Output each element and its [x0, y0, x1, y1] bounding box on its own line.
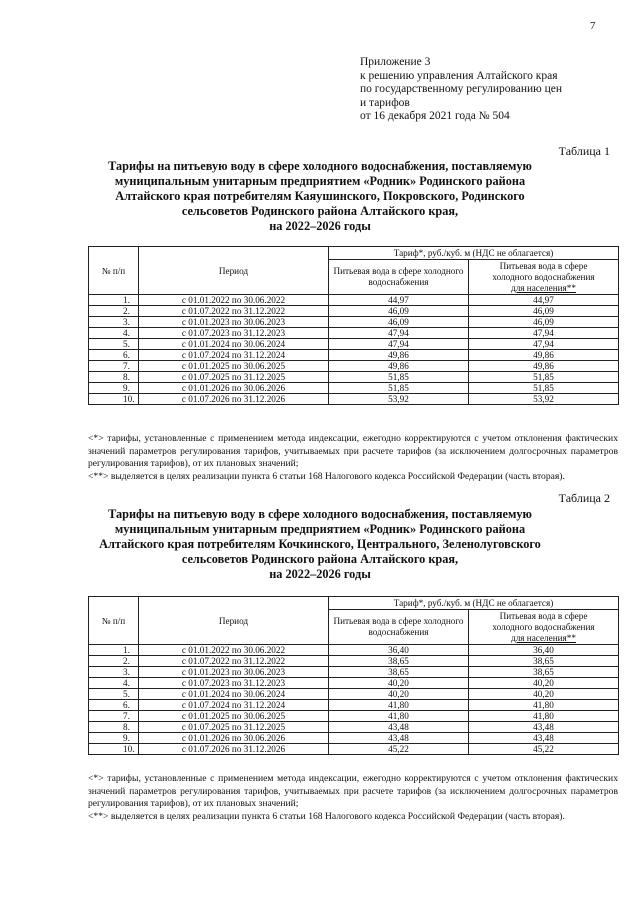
header-tariff: Тариф*, руб./куб. м (НДС не облагается)	[329, 247, 619, 260]
table-1-title	[60, 159, 580, 234]
header-col-b-line: Питьевая вода в сфере	[499, 610, 588, 621]
appendix-line: и тарифов	[360, 96, 410, 109]
title-line: на 2022–2026 годы	[269, 567, 371, 581]
row-value-b: 43,48	[469, 733, 619, 744]
row-value-b: 40,20	[469, 689, 619, 700]
row-value-b: 44,97	[469, 295, 619, 306]
table-row	[89, 678, 619, 689]
title-line: Тарифы на питьевую воду в сфере холодного водоснабжения, поставляемую	[108, 159, 532, 173]
row-value-b: 41,80	[469, 711, 619, 722]
header-period: Период	[139, 247, 329, 295]
row-period: с 01.01.2023 по 30.06.2023	[139, 317, 329, 328]
row-period: с 01.01.2023 по 30.06.2023	[139, 667, 329, 678]
row-period: с 01.07.2026 по 31.12.2026	[139, 394, 329, 405]
footnote-1: <*> тарифы, установленные с применением метода индексации, ежегодно корректируются с учетом отклонения фактических значений параметров регулирования тарифов, учитываемых при расчете тарифов (за исключением долгосрочных параметров регулирования тарифов), от их плановых значений;	[88, 773, 618, 809]
table-2-title	[60, 507, 580, 582]
header-col-b-line: для населения**	[511, 282, 576, 293]
table-row	[89, 328, 619, 339]
table-1-label: Таблица 1	[558, 144, 610, 158]
row-num: 9.	[89, 383, 139, 394]
row-period: с 01.01.2025 по 30.06.2025	[139, 361, 329, 372]
row-value-b: 41,80	[469, 700, 619, 711]
header-col-b-line: холодного водоснабжения	[492, 621, 595, 632]
table-row	[89, 722, 619, 733]
row-num: 8.	[89, 722, 139, 733]
appendix-block	[360, 56, 620, 124]
title-line: муниципальным унитарным предприятием «Родник» Родинского района	[114, 522, 526, 536]
table-row	[89, 689, 619, 700]
row-period: с 01.07.2026 по 31.12.2026	[139, 744, 329, 755]
row-value-a: 53,92	[329, 394, 469, 405]
row-value-b: 51,85	[469, 383, 619, 394]
row-value-b: 36,40	[469, 645, 619, 656]
row-period: с 01.07.2022 по 31.12.2022	[139, 656, 329, 667]
row-num: 4.	[89, 678, 139, 689]
table-row	[89, 645, 619, 656]
table-row	[89, 350, 619, 361]
table-row	[89, 667, 619, 678]
row-num: 2.	[89, 656, 139, 667]
header-col-b	[469, 260, 619, 295]
row-value-b: 49,86	[469, 350, 619, 361]
row-period: с 01.07.2024 по 31.12.2024	[139, 350, 329, 361]
row-value-a: 40,20	[329, 678, 469, 689]
row-num: 7.	[89, 711, 139, 722]
appendix-line: Приложение 3	[360, 56, 431, 68]
appendix-line: от 16 декабря 2021 года № 504	[360, 110, 510, 122]
row-period: с 01.07.2025 по 31.12.2025	[139, 372, 329, 383]
row-num: 4.	[89, 328, 139, 339]
row-period: с 01.01.2024 по 30.06.2024	[139, 689, 329, 700]
page-number: 7	[590, 20, 596, 32]
row-period: с 01.01.2022 по 30.06.2022	[139, 295, 329, 306]
row-period: с 01.01.2025 по 30.06.2025	[139, 711, 329, 722]
header-col-b-line: Питьевая вода в сфере	[499, 260, 588, 271]
tariff-table-2	[88, 596, 619, 755]
table-row	[89, 744, 619, 755]
row-value-a: 44,97	[329, 295, 469, 306]
row-period: с 01.01.2026 по 30.06.2026	[139, 733, 329, 744]
table-row	[89, 700, 619, 711]
row-num: 10.	[89, 744, 139, 755]
row-value-b: 53,92	[469, 394, 619, 405]
row-num: 1.	[89, 295, 139, 306]
footnote-2: <**> выделяется в целях реализации пункта 6 статьи 168 Налогового кодекса Российской Федерации (часть вторая).	[88, 810, 565, 822]
row-value-a: 51,85	[329, 383, 469, 394]
footnote-1: <*> тарифы, установленные с применением метода индексации, ежегодно корректируются с учетом отклонения фактических значений параметров регулирования тарифов, учитываемых при расчете тарифов (за исключением долгосрочных параметров регулирования тарифов), от их плановых значений;	[88, 433, 618, 469]
footnote-2: <**> выделяется в целях реализации пункта 6 статьи 168 Налогового кодекса Российской Федерации (часть вторая).	[88, 470, 565, 482]
row-value-a: 41,80	[329, 700, 469, 711]
table-row	[89, 394, 619, 405]
row-period: с 01.07.2024 по 31.12.2024	[139, 700, 329, 711]
row-value-a: 46,09	[329, 306, 469, 317]
appendix-line: к решению управления Алтайского края	[360, 69, 558, 82]
title-line: сельсоветов Родинского района Алтайского края,	[181, 204, 459, 218]
table-1-notes	[88, 433, 618, 483]
row-value-a: 46,09	[329, 317, 469, 328]
row-value-b: 47,94	[469, 339, 619, 350]
table-row	[89, 656, 619, 667]
row-value-a: 43,48	[329, 722, 469, 733]
row-value-a: 51,85	[329, 372, 469, 383]
table-row	[89, 383, 619, 394]
row-period: с 01.07.2025 по 31.12.2025	[139, 722, 329, 733]
row-value-b: 43,48	[469, 722, 619, 733]
title-line: Алтайского края потребителям Каяушинского, Покровского, Родинского	[115, 189, 525, 203]
row-period: с 01.07.2022 по 31.12.2022	[139, 306, 329, 317]
row-num: 5.	[89, 339, 139, 350]
row-period: с 01.01.2024 по 30.06.2024	[139, 339, 329, 350]
row-value-a: 40,20	[329, 689, 469, 700]
table-row	[89, 306, 619, 317]
row-num: 2.	[89, 306, 139, 317]
table-2-notes	[88, 773, 618, 823]
row-value-a: 45,22	[329, 744, 469, 755]
header-num: № п/п	[89, 247, 139, 295]
row-value-a: 47,94	[329, 328, 469, 339]
table-row	[89, 361, 619, 372]
row-num: 3.	[89, 317, 139, 328]
header-tariff: Тариф*, руб./куб. м (НДС не облагается)	[329, 597, 619, 610]
row-num: 9.	[89, 733, 139, 744]
row-period: с 01.01.2026 по 30.06.2026	[139, 383, 329, 394]
title-line: Алтайского края потребителям Кочкинского, Центрального, Зеленолуговского	[99, 537, 541, 551]
appendix-line: по государственному регулированию цен	[360, 83, 563, 95]
row-value-b: 38,65	[469, 656, 619, 667]
row-value-b: 40,20	[469, 678, 619, 689]
header-col-b	[469, 610, 619, 645]
row-num: 10.	[89, 394, 139, 405]
table-row	[89, 711, 619, 722]
row-value-a: 36,40	[329, 645, 469, 656]
row-value-a: 49,86	[329, 361, 469, 372]
row-value-b: 49,86	[469, 361, 619, 372]
row-num: 8.	[89, 372, 139, 383]
row-value-b: 46,09	[469, 306, 619, 317]
row-num: 5.	[89, 689, 139, 700]
row-num: 6.	[89, 350, 139, 361]
table-2-label: Таблица 2	[558, 491, 610, 505]
row-value-a: 47,94	[329, 339, 469, 350]
row-value-a: 41,80	[329, 711, 469, 722]
row-value-b: 47,94	[469, 328, 619, 339]
row-num: 7.	[89, 361, 139, 372]
table-row	[89, 339, 619, 350]
row-value-a: 38,65	[329, 656, 469, 667]
row-value-a: 49,86	[329, 350, 469, 361]
row-num: 3.	[89, 667, 139, 678]
row-value-b: 38,65	[469, 667, 619, 678]
row-value-b: 46,09	[469, 317, 619, 328]
row-value-b: 51,85	[469, 372, 619, 383]
header-col-b-line: для населения**	[511, 632, 576, 643]
row-num: 6.	[89, 700, 139, 711]
table-row	[89, 372, 619, 383]
title-line: муниципальным унитарным предприятием «Родник» Родинского района	[114, 174, 526, 188]
header-num: № п/п	[89, 597, 139, 645]
row-value-b: 45,22	[469, 744, 619, 755]
row-value-a: 38,65	[329, 667, 469, 678]
header-col-b-line: холодного водоснабжения	[492, 271, 595, 282]
header-period: Период	[139, 597, 329, 645]
header-col-a: Питьевая вода в сфере холодного водоснабжения	[329, 610, 469, 645]
row-period: с 01.01.2022 по 30.06.2022	[139, 645, 329, 656]
table-row	[89, 295, 619, 306]
title-line: сельсоветов Родинского района Алтайского края,	[181, 552, 459, 566]
header-col-a: Питьевая вода в сфере холодного водоснабжения	[329, 260, 469, 295]
table-row	[89, 317, 619, 328]
title-line: Тарифы на питьевую воду в сфере холодного водоснабжения, поставляемую	[108, 507, 532, 521]
title-line: на 2022–2026 годы	[269, 219, 371, 233]
row-value-a: 43,48	[329, 733, 469, 744]
row-period: с 01.07.2023 по 31.12.2023	[139, 328, 329, 339]
row-period: с 01.07.2023 по 31.12.2023	[139, 678, 329, 689]
tariff-table-1	[88, 246, 619, 405]
row-num: 1.	[89, 645, 139, 656]
table-row	[89, 733, 619, 744]
